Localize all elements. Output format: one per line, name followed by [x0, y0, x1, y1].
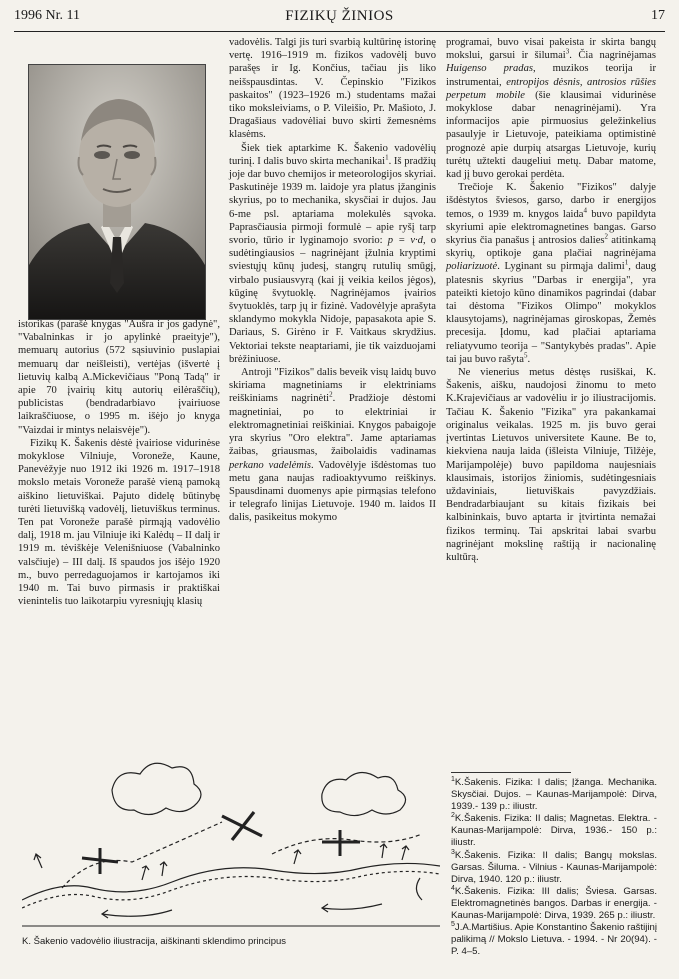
paragraph: Ne vienerius metus dėstęs rusiškai, K. Šakenis, aišku, naudojosi žinomu to meto K.Krajevičiaus ar vadovėliu ir jo iliustracijomis. Tačiau K. Šakenio "Fizika" yra pakankamai originalus veikalas. 1925 m. jis buvo gerai įvertintas Lietuvos universitete Kaune. Be to, kiekviena nauja laida (išleista Vilniuje, Tilžėje, Marijampolėje) buvo papildoma naujesniais klausimais, istorijos žiniomis, sudėtingesniais uždaviniais, lietuviškais pavyzdžiais. Bendradarbiaujant su kitais fizikais bei kalbininkais, buvo aptarta ir įtvirtinta nemažai fizikos terminų. Tai apskritai labai svarbu nagrinėjant mokslinę raštiją ir nacionalinę kultūrą.: [446, 367, 656, 563]
paragraph: Trečioje K. Šakenio "Fizikos" dalyje išdėstytos šviesos, garso, darbo ir energijos temos, o 1939 m. knygos laida$^4$ buvo papildyta skyriumi apie elektromagnetines bangas. Garso skyrius čia panašus į antrosios dalies$^2$ atitinkamą skyrių, optikoje gana plačiai nagrinėjama poliarizuotė. Lyginant su pirmąja dalimi$^1$, daug platesnis skyrius "Darbas ir energija", yra pateikti kietojo kūno dinamikos pagrindai (dabar tai dėstoma "Fizikos Olimpo" mokyklos klausytojams), nagrinėjamas giroskopas, Žemės precesija. Įdomu, kad plačiai aptariama reliatyvumo teorija – "Santykybės pradas". Apie tai jau buvo rašyta$^5$.: [446, 182, 657, 365]
paragraph: vadovėlis. Talgi jis turi svarbią kultūrinę istorinę vertę. 1916–1919 m. fizikos vadovėlį buvo parašęs ir Ig. Končius, tačiau jis liko neišspausdintas. V. Čepinskio "Fizikos paskaitos" (1923–1926 m.) studentams mažai tiko moksleiviams, o P. Vileišio, Pr. Mašioto, J. Dragašiaus vadovėliai buvo skirti žemesnėms klasėms.: [229, 37, 436, 141]
footnotes: [451, 777, 657, 958]
footnote-rule: [451, 772, 571, 773]
header-rule: [14, 31, 665, 32]
footnote: $^5$J.A.Martišius. Apie Konstantino Šakenio raštijinį palikimą // Mokslo Lietuva. - 1994. - Nr 20(94). - P. 4–5.: [451, 920, 658, 958]
text-column-3: [446, 36, 656, 564]
footnote: $^1$K.Šakenis. Fizika: I dalis; Įžanga. Mechanika. Skysčiai. Dujos. – Kaunas-Marijampolė: Dirva, 1939.- 139 p.: iliustr.: [451, 775, 657, 813]
paragraph: Šiek tiek aptarkime K. Šakenio vadovėlių turinį. I dalis buvo skirta mechanikai$^1$. Iš pradžių joje dar buvo chemijos ir meteorologijos skyriai. Paskutinėje 1939 m. laidoje yra platus įžanginis skyrius, po to mechanika, skysčiai ir dujos. Jau 6-me psl. aptariama molekulės sąvoka. Paprasčiausia pirmoji formulė – apie ryšį tarp svorio, tūrio ir lyginamojo svorio: p = v·d, o sudėtingiausios – nagrinėjant įžulnia kryptimi sviestųjų kūnų judesį, stangrų rutulių smūgį, virbalo pusiausvyrą (kai jį veikia keilos jėgos), kūginę švytuoklę. Nagrinėjamos įvairios švytuoklės, tarp jų ir fizinė. Vadovėlyje aprašyta sklandymo mokykla Nidoje, papasakota apie S. Dariaus, S. Girėno ir F. Vaitkaus skrydžius. Vektoriai tekste neaptariami, jie tik vaizduojami brėžiniuose.: [229, 142, 437, 365]
footnote: $^2$K.Šakenis. Fizika: II dalis; Magnetas. Elektra. - Kaunas-Marijampolė: Dirva, 1936.- 150 p.: iliustr.: [451, 812, 657, 849]
text-column-1: [18, 318, 220, 608]
page-header: [14, 8, 665, 32]
magazine-title: FIZIKŲ ŽINIOS: [285, 8, 394, 24]
portrait-photo: [28, 64, 206, 320]
footnote: $^4$K.Šakenis. Fizika: III dalis; Šviesa. Garsas. Elektromagnetinės bangos. Darbas ir energija. - Kaunas-Marijampolė: Dirva, 1939. 265 p.: iliustr.: [451, 884, 657, 922]
text-column-2: [229, 36, 436, 525]
footnote: $^3$K.Šakenis. Fizika: II dalis; Bangų mokslas. Garsas. Šiluma. - Vilnius - Kaunas-Marijampolė: Dirva, 1940. 120 p.: iliustr.: [451, 848, 657, 885]
paragraph: istorikas (parašė knygas "Aušra ir jos gadynė", "Vabalninkas ir jo apylinkė praeityje"), memuarų autorius (572 sąsiuvinio puslapiai memuarų dar neišleisti), vertėjas (išvertė į lietuvių kalbą A.Mickevičiaus "Poną Tadą" ir apie 70 įvairių kitų autorių eilėraščių), publicistas (bendradarbiavo įvairiuose laikraščiuose, o 1995 m. išėjo jo knyga "Vaizdai ir mintys nelaisvėje").: [18, 319, 220, 436]
issue-label: 1996 Nr. 11: [14, 8, 80, 23]
paragraph: Fizikų K. Šakenis dėstė įvairiose vidurinėse mokyklose Vilniuje, Voroneže, Kaune, Panevėžyje nuo 1912 iki 1926 m. 1917–1918 mokslo metais Voroneže parašė vieną pamoką aiškino lietuviškai. Pajuto didelę būtinybę turėti lietuvišką vadovėlį, lietuviškus terminus. Ten pat Voroneže parašė pirmąją vadovėlio dalį, 1918 m. jau Vilniuje iki Kalėdų – II dalį ir 1919 m. tėviškėje Velenišniuose (Vabalninko valsčiuje) – III dalį. Iš spaudos jos išėjo 1920 m., buvo perredaguojamos ir kartojamos iki 1940 m. Tai buvo pirmasis ir praktiškai vienintelis tuo laikotarpiu vyresniųjų klasių: [18, 437, 220, 608]
paragraph: programai, buvo visai pakeista ir skirta bangų mokslui, garsui ir šilumai$^3$. Čia nagrinėjamas Huigenso pradas, muzikos teorija ir instrumentai, entropijos dėsnis, antrosios rūšies perpetum mobile (šie klausimai vidurinėse mokyklose dabar nenagrinėjami). Yra informacijos apie pirmuosius geležinkelius pasaulyje ir Lietuvoje, pateikiama optimistinė prognozė apie durpių atsargas Lietuvoje, kurių turėtų užtekti daugeliui metų. Dabar matome, kad jį buvo gerokai perdėta.: [446, 37, 656, 181]
illustration-caption: K. Šakenio vadovėlio iliustracija, aiškinanti sklendimo principus: [22, 936, 287, 947]
paragraph: Antroji "Fizikos" dalis beveik visų laidų buvo skiriama magnetiniams ir elektriniams reiškiniams nagrinėti$^2$. Pradžioje dėstomi magnetiniai, po to elektriniai ir elektromagnetiniai reiškiniai. Knygos pabaigoje yra skyrius "Oro elektra". Jame aptariamas žaibas, griausmas, žaibolaidis vadinamas perkano vadelėmis. Vadovėlyje išdėstomas tuo metu gana naujas radioaktyvumo reiškinys. Spausdinami duomenys apie pirmąsias telefono ir telegrafo linijas Lietuvoje. 1940 m. laidos II dalis, pasikeitus mokymo: [229, 367, 436, 524]
formula: p = v·d: [387, 235, 423, 247]
page-number: 17: [651, 8, 665, 23]
gliding-illustration: [22, 750, 440, 934]
